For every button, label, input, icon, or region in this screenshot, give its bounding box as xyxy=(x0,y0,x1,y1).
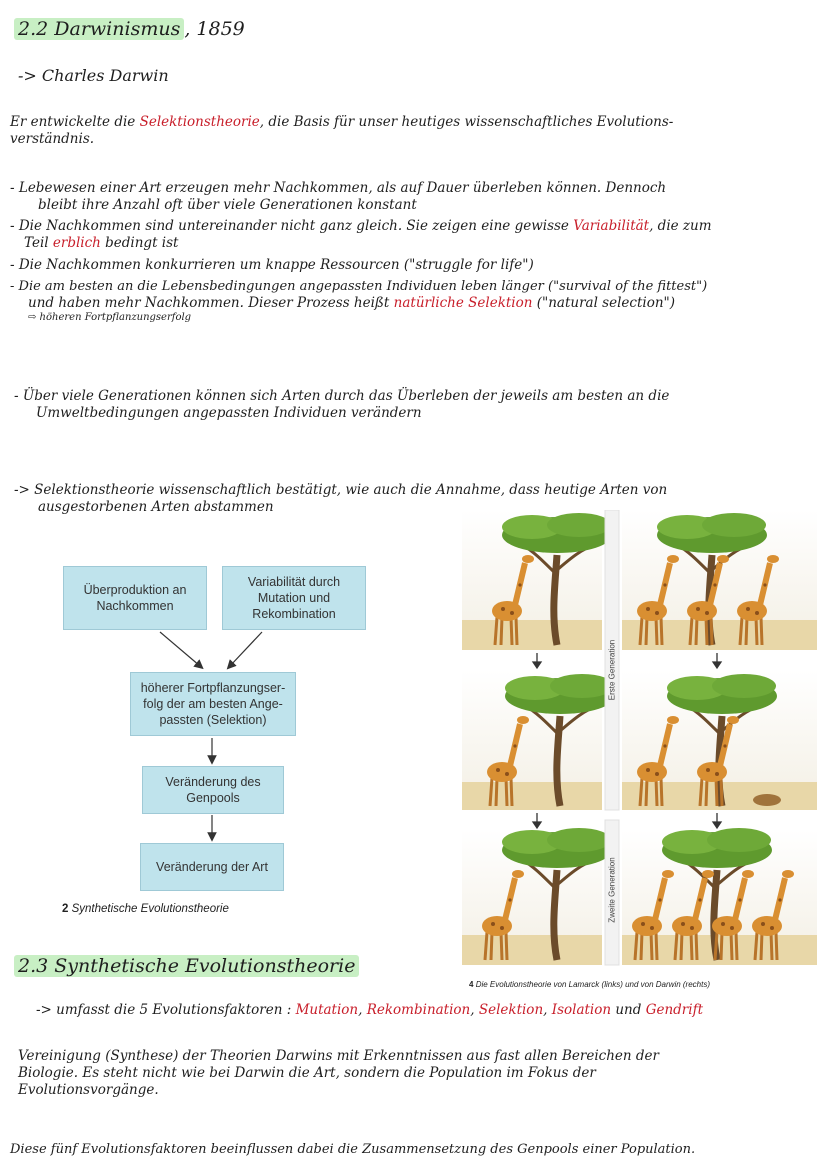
bullet-2-text: - Die Nachkommen sind untereinander nicht ganz gleich. Sie zeigen eine gewisse xyxy=(10,218,574,234)
section-year: , 1859 xyxy=(184,18,245,40)
panel-lamarck-2 xyxy=(462,670,615,810)
term-natuerliche-selektion: natürliche Selektion xyxy=(393,295,533,311)
synthesis-paragraph xyxy=(18,1048,818,1099)
evolution-factors-line xyxy=(36,1002,826,1019)
bullet-1-line-1: - Lebewesen einer Art erzeugen mehr Nachkommen, als auf Dauer überleben können. Dennoch xyxy=(10,180,667,196)
flowchart-caption xyxy=(62,903,229,915)
bullet-2-text-3: Teil xyxy=(24,235,53,251)
factors-intro: -> umfasst die 5 Evolutionsfaktoren : xyxy=(36,1002,296,1018)
bullet-2-text-4: bedingt ist xyxy=(100,235,179,251)
sep-2: , xyxy=(470,1002,479,1018)
section2-title: Synthetische Evolutionstheorie xyxy=(54,955,356,977)
bullet-5-line-1: - Über viele Generationen können sich Arten durch das Überleben der jeweils am besten an die xyxy=(14,388,670,404)
factor-rekombination: Rekombination xyxy=(366,1002,471,1018)
factor-selektion: Selektion xyxy=(478,1002,544,1018)
factor-gendrift: Gendrift xyxy=(645,1002,703,1018)
section-number: 2.2 xyxy=(18,18,49,40)
section2-number: 2.3 xyxy=(18,955,49,977)
sep-1: , xyxy=(358,1002,367,1018)
intro-line-2: verständnis. xyxy=(10,131,95,147)
flow-box-variability: Variabilität durch Mutation und Rekombination xyxy=(222,566,366,630)
sep-3: , xyxy=(543,1002,552,1018)
term-erblich: erblich xyxy=(52,235,101,251)
flowchart-arrows xyxy=(0,0,420,900)
factor-and: und xyxy=(611,1002,646,1018)
flow-box-genpool: Veränderung des Genpools xyxy=(142,766,284,814)
panel-darwin-3 xyxy=(622,828,817,965)
bullet-4-note: ⇨ höheren Fortpflanzungserfolg xyxy=(28,312,192,323)
section-heading-2-3 xyxy=(14,955,359,977)
section-title: Darwinismus xyxy=(54,18,181,40)
bullet-2-text-2: , die zum xyxy=(649,218,712,234)
bullet-4-line-1: - Die am besten an die Lebensbedingungen angepassten Individuen leben länger ("survival of the fittest") xyxy=(10,279,708,294)
synthesis-line-1: Vereinigung (Synthese) der Theorien Darwins mit Erkenntnissen aus fast allen Bereichen der xyxy=(18,1048,659,1064)
synthesis-line-3: Evolutionsvorgänge. xyxy=(18,1082,159,1098)
conclusion-line-1: -> Selektionstheorie wissenschaftlich bestätigt, wie auch die Annahme, dass heutige Arten von xyxy=(14,482,668,498)
term-variabilitaet: Variabilität xyxy=(573,218,650,234)
illu-caption-number: 4 xyxy=(469,980,474,989)
flow-box-overproduction: Überproduktion an Nachkommen xyxy=(63,566,207,630)
bullet-4-text: und haben mehr Nachkommen. Dieser Prozess heißt xyxy=(28,295,394,311)
intro-text: Er entwickelte die xyxy=(10,114,140,130)
gen2-text: Zweite Generation xyxy=(607,857,617,923)
arrow-1 xyxy=(160,632,200,666)
caption-text: Synthetische Evolutionstheorie xyxy=(71,903,229,915)
bullet-4-text-2: ("natural selection") xyxy=(532,295,676,311)
bullet-1-line-2: bleibt ihre Anzahl oft über viele Generationen konstant xyxy=(38,197,417,213)
panel-darwin-1 xyxy=(622,510,817,650)
term-selektionstheorie: Selektionstheorie xyxy=(139,114,260,130)
bullet-5-line-2: Umweltbedingungen angepassten Individuen verändern xyxy=(36,405,422,421)
factor-mutation: Mutation xyxy=(295,1002,359,1018)
bullet-3: - Die Nachkommen konkurrieren um knappe Ressourcen ("struggle for life") xyxy=(10,257,534,273)
caption-number: 2 xyxy=(62,903,69,915)
arrow-2 xyxy=(230,632,262,666)
generation-label-1 xyxy=(605,610,619,730)
giraffe-panels xyxy=(462,510,822,975)
illustration-caption xyxy=(469,980,710,989)
flow-box-selection: höherer Fortpflanzungser-folg der am besten Ange-passten (Selektion) xyxy=(130,672,296,736)
factor-isolation: Isolation xyxy=(551,1002,612,1018)
panel-lamarck-3 xyxy=(462,828,612,965)
flow-box-species: Veränderung der Art xyxy=(140,843,284,891)
gen1-text: Erste Generation xyxy=(607,639,617,701)
final-sentence: Diese fünf Evolutionsfaktoren beeinflussen dabei die Zusammensetzung des Genpools einer Population. xyxy=(10,1142,696,1157)
synthesis-line-2: Biologie. Es steht nicht wie bei Darwin die Art, sondern die Population im Fokus der xyxy=(18,1065,596,1081)
illu-caption-text: Die Evolutionstheorie von Lamarck (links) und von Darwin (rechts) xyxy=(475,980,711,989)
generation-label-2 xyxy=(605,830,619,950)
author-line: -> Charles Darwin xyxy=(18,66,169,85)
panel-darwin-2 xyxy=(622,670,817,810)
intro-text-2: , die Basis für unser heutiges wissenschaftliches Evolutions- xyxy=(259,114,674,130)
panel-lamarck-1 xyxy=(462,510,612,650)
conclusion-line-2: ausgestorbenen Arten abstammen xyxy=(38,499,274,515)
